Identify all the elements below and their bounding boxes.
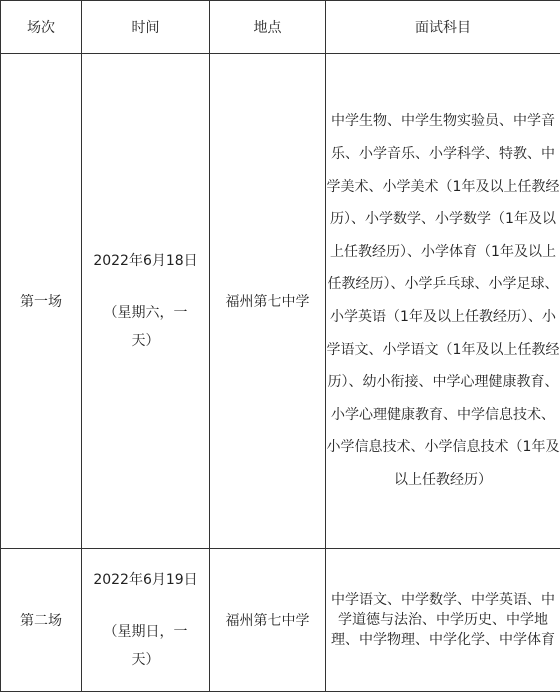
date-text: 2022年6月18日 bbox=[93, 253, 198, 269]
location-cell: 福州第七中学 bbox=[210, 549, 326, 692]
table-header-row bbox=[1, 1, 560, 54]
session-cell: 第二场 bbox=[1, 549, 82, 692]
time-cell bbox=[82, 54, 210, 549]
day-text-line2: 天） bbox=[131, 333, 160, 349]
day-text-line1: （星期日，一 bbox=[103, 624, 188, 640]
table-row bbox=[1, 549, 560, 692]
header-location: 地点 bbox=[210, 1, 326, 54]
header-subjects: 面试科目 bbox=[326, 1, 560, 54]
date-text: 2022年6月19日 bbox=[93, 572, 198, 588]
header-time: 时间 bbox=[82, 1, 210, 54]
day-text-line1: （星期六，一 bbox=[103, 305, 188, 321]
location-cell: 福州第七中学 bbox=[210, 54, 326, 549]
header-session: 场次 bbox=[1, 1, 82, 54]
day-text-line2: 天） bbox=[131, 652, 160, 668]
subjects-cell: 中学生物、中学生物实验员、中学音乐、小学音乐、小学科学、特教、中学美术、小学美术（1年及以上任教经历）、小学数学、小学数学（1年及以上任教经历）、小学体育（1年及以上任教经历）、小学乒乓球、小学足球、小学英语（1年及以上任教经历）、小学语文、小学语文（1年及以上任教经历）、幼小衔接、中学心理健康教育、小学心理健康教育、中学信息技术、小学信息技术、小学信息技术（1年及以上任教经历） bbox=[326, 54, 560, 549]
time-cell bbox=[82, 549, 210, 692]
table-row bbox=[1, 54, 560, 549]
session-cell: 第一场 bbox=[1, 54, 82, 549]
subjects-cell: 中学语文、中学数学、中学英语、中学道德与法治、中学历史、中学地理、中学物理、中学化学、中学体育 bbox=[326, 549, 560, 692]
